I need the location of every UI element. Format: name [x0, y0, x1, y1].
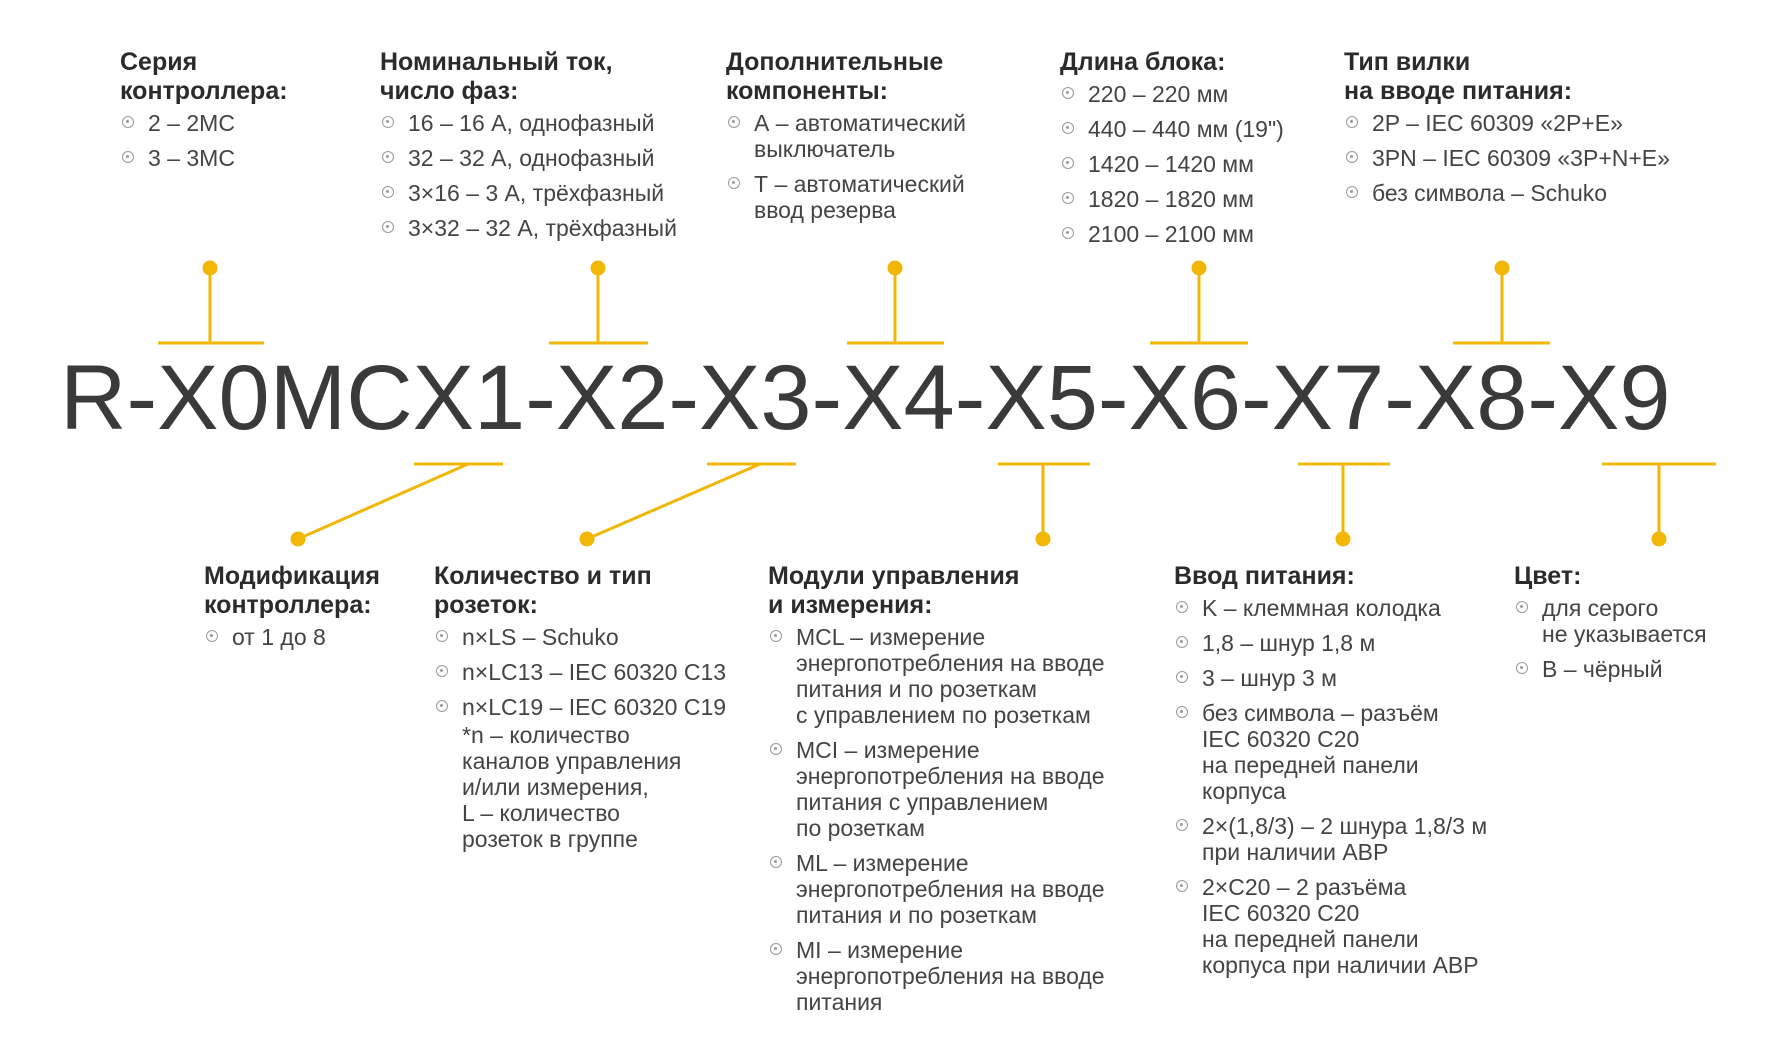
bullet-icon	[1346, 151, 1358, 163]
group-title: Дополнительные компоненты:	[726, 48, 944, 105]
bullet-icon	[1062, 192, 1074, 204]
group-title: Цвет:	[1514, 562, 1582, 590]
list-item: 2 – 2MC	[120, 110, 288, 136]
bullet-icon	[1346, 186, 1358, 198]
bullet-icon	[1062, 157, 1074, 169]
bullet-icon	[1176, 880, 1188, 892]
bullet-icon	[382, 116, 394, 128]
bullet-icon	[206, 630, 218, 642]
list-item: А – автоматический выключатель	[726, 110, 966, 162]
group-title: Серия контроллера:	[120, 48, 288, 105]
bullet-icon	[436, 665, 448, 677]
list-item: n×LC13 – IEC 60320 C13	[434, 659, 726, 685]
bullet-icon	[1516, 601, 1528, 613]
connector-dot	[1337, 533, 1349, 545]
list-item: 32 – 32 А, однофазный	[380, 145, 677, 171]
list-item: 220 – 220 мм	[1060, 81, 1284, 107]
bullet-icon	[1176, 706, 1188, 718]
group-title: Номинальный ток, число фаз:	[380, 48, 613, 105]
group-power-input	[1174, 562, 1487, 987]
list-item: без символа – Schuko	[1344, 180, 1670, 206]
list-item: MI – измерение энергопотребления на вводе питания	[768, 937, 1105, 1015]
group-rated-current	[380, 48, 677, 250]
bullet-icon	[770, 856, 782, 868]
bullet-icon	[382, 151, 394, 163]
list-item: 3×16 – 3 А, трёхфазный	[380, 180, 677, 206]
group-additional-components	[726, 48, 966, 232]
group-title: Модификация контроллера:	[204, 562, 380, 619]
list-item: 3PN – IEC 60309 «3P+N+E»	[1344, 145, 1670, 171]
list-item: 2×(1,8/3) – 2 шнура 1,8/3 м при наличии АВР	[1174, 813, 1487, 865]
bullet-icon	[770, 743, 782, 755]
group-title: Количество и тип розеток:	[434, 562, 652, 619]
bullet-icon	[1176, 819, 1188, 831]
connector-line	[298, 464, 468, 539]
bullet-icon	[382, 221, 394, 233]
bullet-icon	[728, 177, 740, 189]
bullet-icon	[1176, 636, 1188, 648]
group-controller-series	[120, 48, 288, 180]
group-title: Модули управления и измерения:	[768, 562, 1020, 619]
group-title: Тип вилки на вводе питания:	[1344, 48, 1573, 105]
list-item: MCI – измерение энергопотребления на вводе питания с управлением по розеткам	[768, 737, 1105, 841]
bullet-icon	[1516, 662, 1528, 674]
group-block-length	[1060, 48, 1284, 256]
footnote: *n – количество каналов управления и/или измерения, L – количество розеток в группе	[462, 722, 682, 852]
list-item: MCL – измерение энергопотребления на вводе питания и по розеткам с управлением по розеткам	[768, 624, 1105, 728]
list-item: 1820 – 1820 мм	[1060, 186, 1284, 212]
list-item: K – клеммная колодка	[1174, 595, 1487, 621]
group-color	[1514, 562, 1707, 691]
bullet-icon	[1062, 122, 1074, 134]
bullet-icon	[436, 700, 448, 712]
bullet-icon	[1062, 87, 1074, 99]
list-item: n×LC19 – IEC 60320 C19	[434, 694, 726, 720]
list-item: 16 – 16 А, однофазный	[380, 110, 677, 136]
list-item: 2100 – 2100 мм	[1060, 221, 1284, 247]
list-item: n×LS – Schuko	[434, 624, 726, 650]
list-item: от 1 до 8	[204, 624, 380, 650]
list-item: 440 – 440 мм (19")	[1060, 116, 1284, 142]
list-item: Т – автоматический ввод резерва	[726, 171, 966, 223]
bullet-icon	[382, 186, 394, 198]
connector-dot	[1653, 533, 1665, 545]
connector-dot	[292, 533, 304, 545]
list-item: 1420 – 1420 мм	[1060, 151, 1284, 177]
list-item: 3×32 – 32 А, трёхфазный	[380, 215, 677, 241]
bullet-icon	[436, 630, 448, 642]
list-item: B – чёрный	[1514, 656, 1707, 682]
list-item: 3 – 3MC	[120, 145, 288, 171]
list-item: 2P – IEC 60309 «2P+E»	[1344, 110, 1670, 136]
bullet-icon	[770, 630, 782, 642]
bullet-icon	[122, 116, 134, 128]
bullet-icon	[770, 943, 782, 955]
bullet-icon	[1346, 116, 1358, 128]
connector-line	[587, 464, 760, 539]
connector-dot	[581, 533, 593, 545]
group-title: Ввод питания:	[1174, 562, 1355, 590]
group-control-modules	[768, 562, 1105, 1024]
group-title: Длина блока:	[1060, 48, 1226, 76]
list-item: для серого не указывается	[1514, 595, 1707, 647]
group-socket-type	[434, 562, 726, 852]
list-item: 1,8 – шнур 1,8 м	[1174, 630, 1487, 656]
bullet-icon	[728, 116, 740, 128]
list-item: 3 – шнур 3 м	[1174, 665, 1487, 691]
bullet-icon	[122, 151, 134, 163]
bullet-icon	[1176, 601, 1188, 613]
group-plug-type	[1344, 48, 1670, 215]
list-item: 2×C20 – 2 разъёма IEC 60320 C20 на передней панели корпуса при наличии АВР	[1174, 874, 1487, 978]
connector-dot	[1037, 533, 1049, 545]
list-item: ML – измерение энергопотребления на вводе питания и по розеткам	[768, 850, 1105, 928]
list-item: без символа – разъём IEC 60320 C20 на передней панели корпуса	[1174, 700, 1487, 804]
bullet-icon	[1062, 227, 1074, 239]
bullet-icon	[1176, 671, 1188, 683]
model-code: R-X0MCX1-X2-X3-X4-X5-X6-X7-X8-X9	[60, 347, 1671, 449]
group-controller-modification	[204, 562, 380, 659]
